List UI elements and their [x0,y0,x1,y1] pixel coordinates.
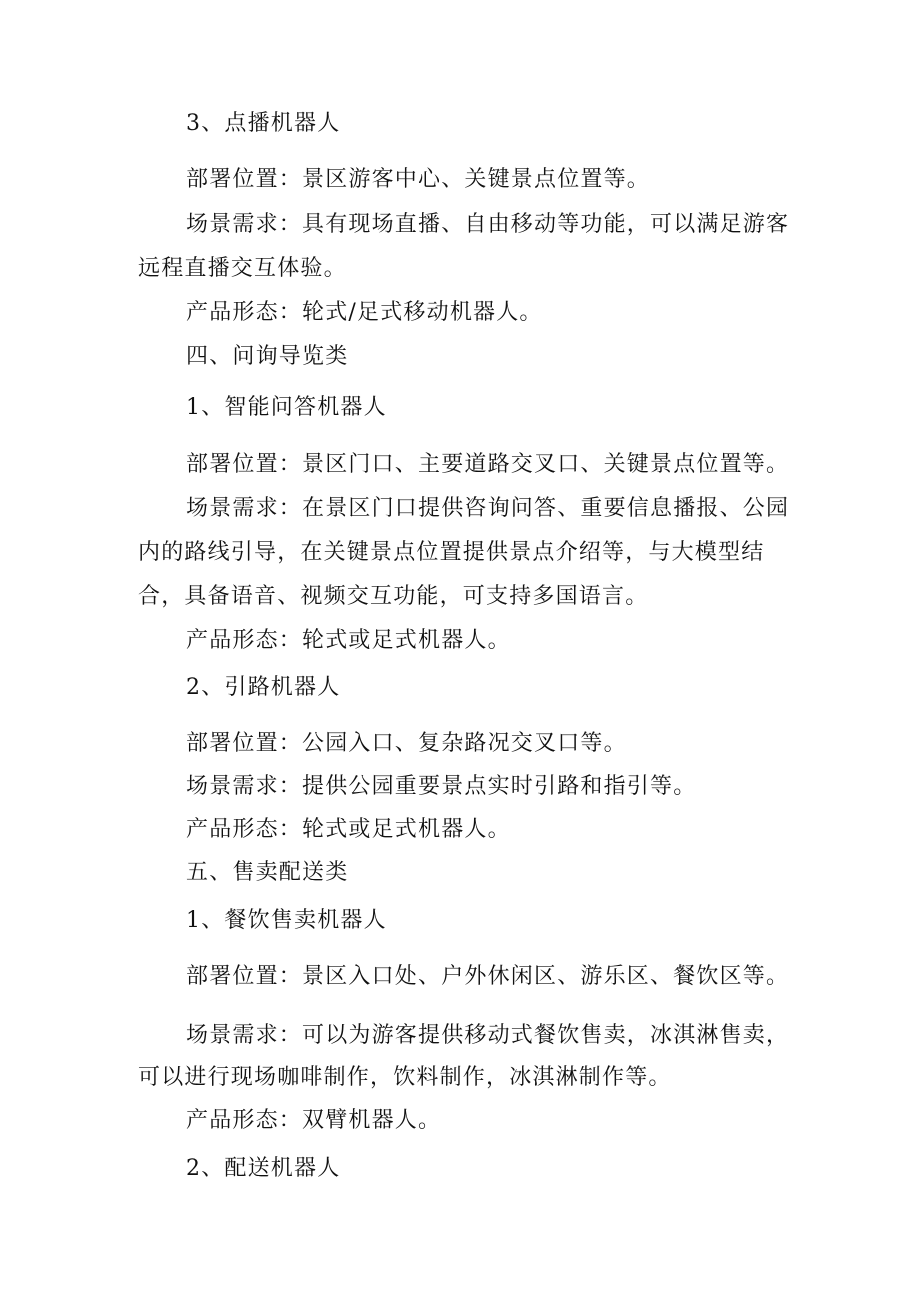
paragraph-deploy-location: 部署位置：景区入口处、户外休闲区、游乐区、餐饮区等。 [186,964,790,989]
paragraph-product-form: 产品形态：轮式或足式机器人。 [186,817,511,842]
heading-smart-qa-robot: 1、智能问答机器人 [186,395,387,420]
heading-guide-robot: 2、引路机器人 [186,675,341,700]
paragraph-product-form: 产品形态：轮式/足式移动机器人。 [186,300,543,325]
paragraph-product-form: 产品形态：轮式或足式机器人。 [186,628,511,653]
paragraph-deploy-location: 部署位置：景区游客中心、关键景点位置等。 [186,167,651,192]
heading-point-broadcast-robot: 3、点播机器人 [186,111,341,136]
paragraph-scene-requirement-cont: 可以进行现场咖啡制作，饮料制作，冰淇淋制作等。 [138,1065,672,1090]
paragraph-deploy-location: 部署位置：公园入口、复杂路况交叉口等。 [186,731,627,756]
paragraph-scene-requirement: 场景需求：具有现场直播、自由移动等功能，可以满足游客 [186,212,790,237]
paragraph-deploy-location: 部署位置：景区门口、主要道路交叉口、关键景点位置等。 [186,452,790,477]
paragraph-product-form: 产品形态：双臂机器人。 [186,1108,442,1133]
paragraph-scene-requirement-cont: 远程直播交互体验。 [138,256,347,281]
paragraph-scene-requirement-cont: 合，具备语音、视频交互功能，可支持多国语言。 [138,584,649,609]
paragraph-scene-requirement-cont: 内的路线引导，在关键景点位置提供景点介绍等，与大模型结 [138,540,765,565]
section-heading-inquiry-guide: 四、问询导览类 [186,344,349,369]
paragraph-scene-requirement: 场景需求：提供公园重要景点实时引路和指引等。 [186,774,697,799]
heading-catering-sales-robot: 1、餐饮售卖机器人 [186,908,387,933]
section-heading-sales-delivery: 五、售卖配送类 [186,860,349,885]
heading-delivery-robot: 2、配送机器人 [186,1156,341,1181]
paragraph-scene-requirement: 场景需求：可以为游客提供移动式餐饮售卖，冰淇淋售卖， [186,1023,790,1048]
paragraph-scene-requirement: 场景需求：在景区门口提供咨询问答、重要信息播报、公园 [186,496,790,521]
